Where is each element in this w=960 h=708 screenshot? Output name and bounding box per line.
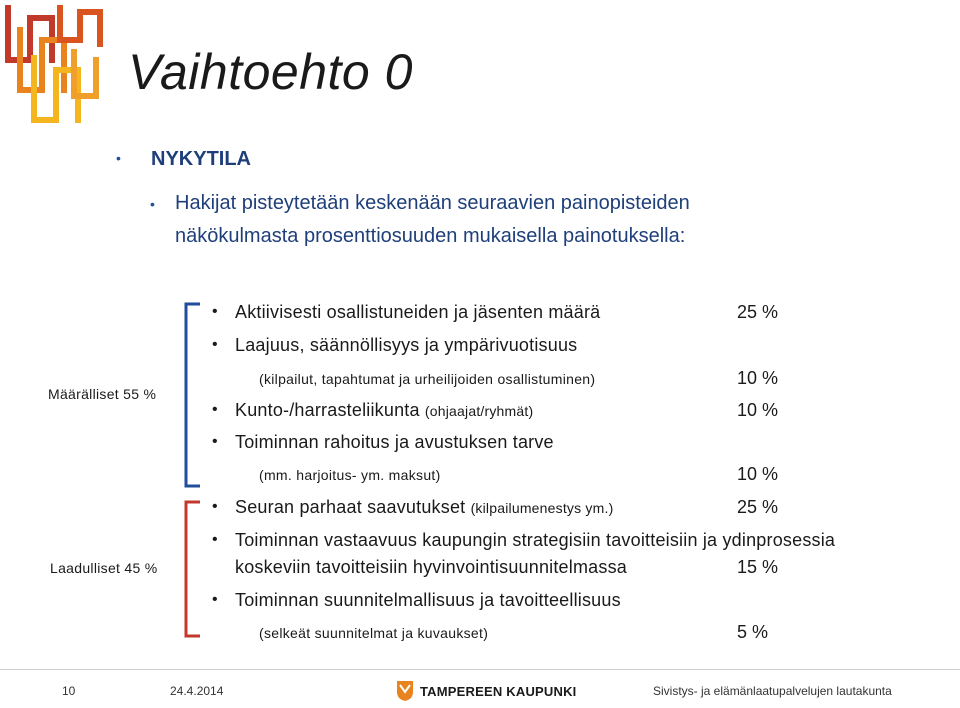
bullet-intro: • — [150, 196, 155, 212]
qualitative-bracket — [180, 498, 204, 640]
criterion-5-label: Seuran parhaat saavutukset — [235, 497, 466, 517]
criterion-7-detail: (selkeät suunnitelmat ja kuvaukset) — [259, 625, 489, 641]
criterion-4-label: Toiminnan rahoitus ja avustuksen tarve — [235, 432, 554, 452]
intro-line-1: Hakijat pisteytetään keskenään seuraavien painopisteiden — [175, 192, 690, 214]
org-logo — [396, 680, 576, 702]
slide-title: Vaihtoehto 0 — [128, 44, 413, 100]
criterion-6-weight: 15 % — [737, 557, 779, 577]
criterion-1-weight: 25 % — [737, 302, 779, 322]
page-number: 10 — [62, 684, 76, 698]
criterion-bullet: • — [212, 498, 218, 515]
criterion-bullet: • — [212, 531, 218, 548]
criterion-4-detail: (mm. harjoitus- ym. maksut) — [259, 467, 441, 483]
criterion-7-weight: 5 % — [737, 622, 769, 642]
criterion-bullet: • — [212, 336, 218, 353]
criterion-bullet: • — [212, 591, 218, 608]
criterion-3-line — [235, 400, 533, 421]
footer-department: Sivistys- ja elämänlaatupalvelujen lautakunta — [653, 684, 892, 698]
criterion-5-weight: 25 % — [737, 497, 779, 517]
criterion-2-detail: (kilpailut, tapahtumat ja urheilijoiden osallistuminen) — [259, 371, 596, 387]
footer-date: 24.4.2014 — [170, 684, 224, 698]
org-name: TAMPEREEN KAUPUNKI — [420, 683, 577, 699]
city-crest-icon — [396, 680, 414, 702]
city-emblem-decoration — [0, 0, 112, 130]
footer-divider — [0, 669, 960, 670]
criterion-3-label: Kunto-/harrasteliikunta — [235, 400, 420, 420]
bullet-heading: • — [116, 150, 121, 166]
intro-line-2: näkökulmasta prosenttiosuuden mukaisella painotuksella: — [175, 225, 686, 247]
criterion-7-label: Toiminnan suunnitelmallisuus ja tavoitteellisuus — [235, 590, 621, 610]
criterion-bullet: • — [212, 303, 218, 320]
criterion-3-detail: (ohjaajat/ryhmät) — [424, 403, 534, 419]
qualitative-group-label: Laadulliset 45 % — [50, 560, 158, 576]
criterion-1-label: Aktiivisesti osallistuneiden ja jäsenten määrä — [235, 302, 601, 322]
criterion-5-detail: (kilpailumenestys ym.) — [470, 500, 614, 516]
criterion-6-label-line-1: Toiminnan vastaavuus kaupungin strategisiin tavoitteisiin ja ydinprosessia — [235, 530, 836, 550]
criterion-6-label-line-2: koskeviin tavoitteisiin hyvinvointisuunnitelmassa — [235, 557, 627, 577]
criterion-2-label: Laajuus, säännöllisyys ja ympärivuotisuus — [235, 335, 578, 355]
criterion-5-line — [235, 497, 613, 518]
criterion-3-weight: 10 % — [737, 400, 779, 420]
quantitative-bracket — [180, 300, 204, 490]
criterion-2-weight: 10 % — [737, 368, 779, 388]
intro-text — [175, 187, 895, 253]
criterion-4-weight: 10 % — [737, 464, 779, 484]
quantitative-group-label: Määrälliset 55 % — [48, 386, 157, 402]
section-heading: NYKYTILA — [151, 148, 251, 170]
criterion-bullet: • — [212, 401, 218, 418]
criterion-bullet: • — [212, 433, 218, 450]
